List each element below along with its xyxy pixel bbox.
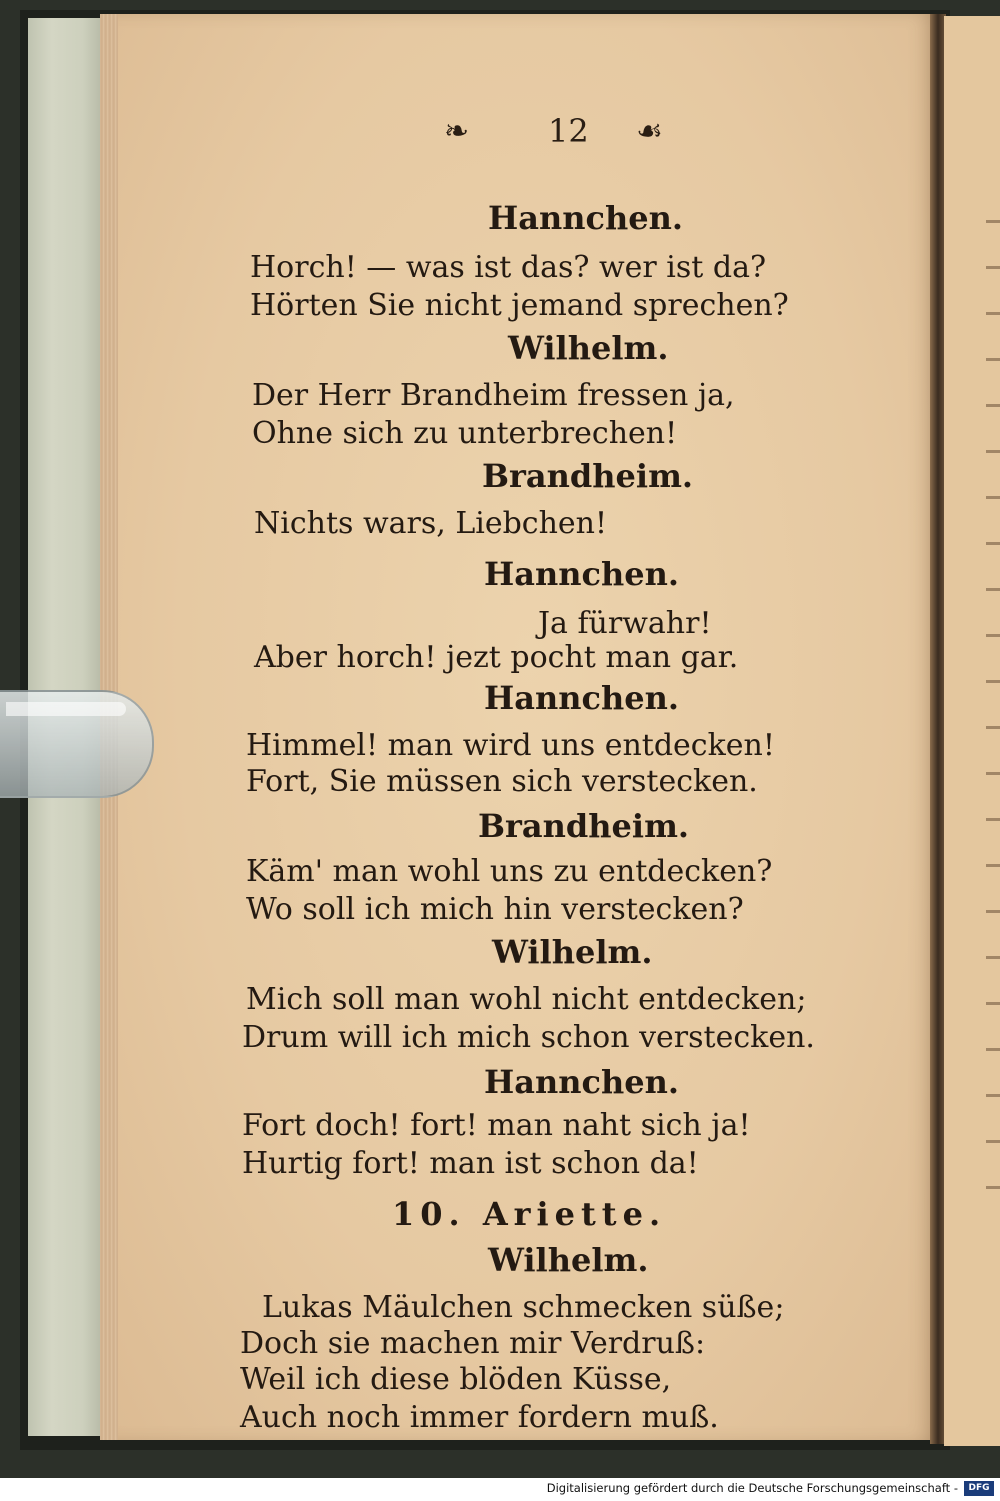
speaker-hannchen: Hannchen.: [484, 1063, 680, 1101]
verse-line: Wo soll ich mich hin verstecken?: [246, 892, 744, 927]
verse-line: Ohne sich zu unterbrechen!: [252, 416, 678, 451]
verse-line: Himmel! man wird uns entdecken!: [246, 728, 775, 763]
verse-line: Käm' man wohl uns zu entdecken?: [246, 854, 773, 889]
floral-vignette-right-icon: ☙: [636, 114, 661, 149]
verse-line: Drum will ich mich schon verstecken.: [242, 1020, 815, 1055]
speaker-hannchen: Hannchen.: [484, 555, 680, 593]
page-number: 12: [548, 112, 589, 150]
speaker-wilhelm: Wilhelm.: [488, 1241, 649, 1279]
floral-vignette-left-icon: ❧: [444, 114, 468, 149]
verse-line: Hurtig fort! man ist schon da!: [242, 1146, 699, 1181]
facing-page-text-edge: [986, 220, 1000, 1220]
verse-line: Mich soll man wohl nicht entdecken;: [246, 982, 807, 1017]
verse-line: Ja fürwahr!: [538, 606, 712, 641]
verse-line: Nichts wars, Liebchen!: [254, 506, 608, 541]
verse-line: Fort, Sie müssen sich verstecken.: [246, 764, 758, 799]
speaker-wilhelm: Wilhelm.: [508, 329, 669, 367]
verse-line: Lukas Mäulchen schmecken süße;: [262, 1290, 785, 1325]
section-heading-ariette: 10. Ariette.: [392, 1195, 667, 1233]
verse-line: Auch noch immer fordern muß.: [240, 1400, 719, 1435]
speaker-hannchen: Hannchen.: [488, 199, 684, 237]
verse-line: Hörten Sie nicht jemand sprechen?: [250, 288, 789, 323]
speaker-brandheim: Brandheim.: [478, 807, 690, 845]
dfg-logo-icon: DFG: [964, 1481, 994, 1496]
verse-line: Horch! — was ist das? wer ist da?: [250, 250, 767, 285]
funding-notice: Digitalisierung gefördert durch die Deutsche Forschungsgemeinschaft -: [546, 1481, 958, 1495]
speaker-wilhelm: Wilhelm.: [492, 933, 653, 971]
verse-line: Doch sie machen mir Verdruß:: [240, 1326, 706, 1361]
speaker-hannchen: Hannchen.: [484, 679, 680, 717]
verse-line: Fort doch! fort! man naht sich ja!: [242, 1108, 751, 1143]
speaker-brandheim: Brandheim.: [482, 457, 694, 495]
verse-line: Aber horch! jezt pocht man gar.: [254, 640, 739, 675]
verse-line: Weil ich diese blöden Küsse,: [240, 1362, 672, 1397]
clip-highlight: [6, 702, 126, 716]
verse-line: Der Herr Brandheim fressen ja,: [252, 378, 735, 413]
